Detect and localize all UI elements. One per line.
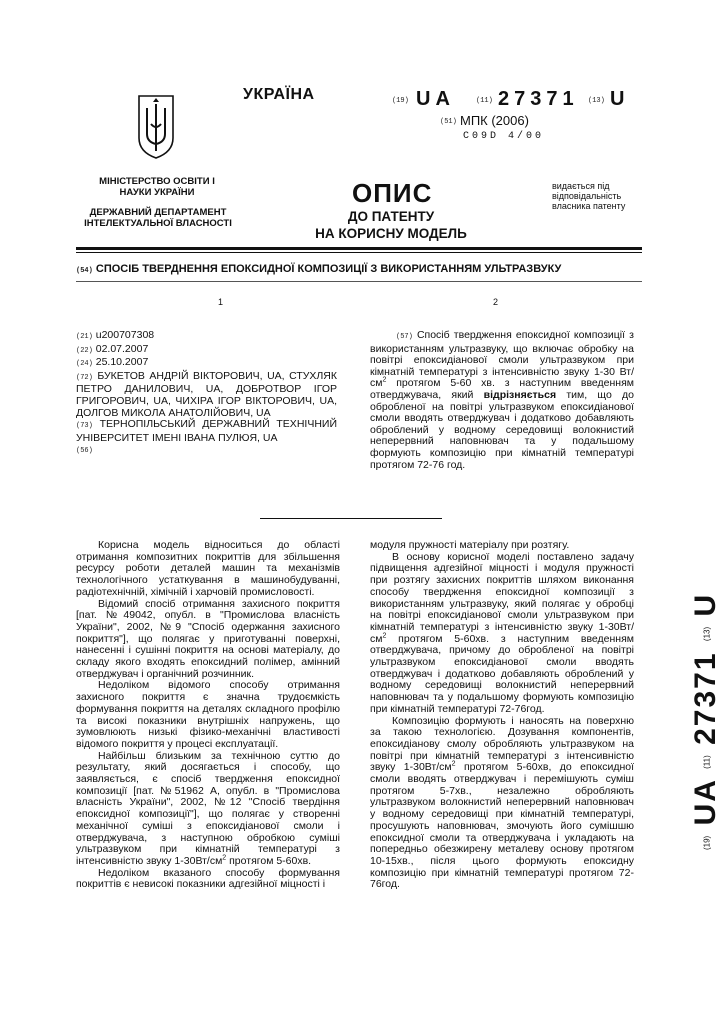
subtitle-line-1: ДО ПАТЕНТУ [347,209,435,224]
owner: ТЕРНОПІЛЬСЬКИЙ ДЕРЖАВНИЙ ТЕХНІЧНИЙ УНІВЕРСИТЕТ ІМЕНІ ІВАНА ПУЛЮЯ, UA [76,418,337,444]
invention-title [76,263,642,275]
inid-72: (72) [76,373,93,382]
owner-row [76,419,337,444]
inid-56: (56) [76,447,93,456]
side-patent-number: 27371 [689,651,722,745]
department-name: ДЕРЖАВНИЙ ДЕПАРТАМЕНТ ІНТЕЛЕКТУАЛЬНОЇ ВЛАСНОСТІ [84,207,232,229]
coat-of-arms-icon [137,94,175,160]
paragraph-text: модуля пружності матеріалу при розтягу. [370,539,570,551]
inventors-row [76,371,337,419]
paragraph-text-tail: протягом 5-60хв. з наступним введенням отверджувача, причому до обробленої на повітрі ультразвуком епоксидіанової смоли вводять отверджувач і додатково добавляють оброблений у водному середовищі волокнистий неперервний наповнювач та у подальшому формують композицію при кімнатній температурі 72-76год. [370,632,634,715]
claim-sup: 2 [382,376,387,384]
country-code: UA [416,88,455,110]
claim-part-3: тим, що до обробленої на повітрі ультразвуком епоксидіанової смоли вводять отверджувач і додатково добавляють оброблений у водному середовищі волокнистий неперервний наповнювач та у подальшому формують композицію при кімнатній температурі протягом 72-76 год. [370,388,635,471]
paragraph-text: Недоліком вказаного способу формування покриттів є невисокі показники адгезійної міцності і [76,866,340,891]
inid-22: (22) [76,346,93,355]
mpk-label: МПК (2006) [460,113,529,128]
side-inid-19: (19) [702,835,712,850]
date-24: 25.10.2007 [95,356,149,369]
paragraph [76,599,340,681]
bibliographic-data [76,330,337,458]
paragraph [76,751,340,868]
inid-54: (54) [76,267,93,275]
description-left-column [76,540,340,891]
claim-distinguishing-word: відрізняється [483,388,557,401]
document-subtitle [306,208,476,242]
filing-date: 02.07.2007 [95,342,149,355]
side-code-text [689,593,723,850]
paragraph-text-tail: протягом 5-60хв, до епоксидної смоли вводять отверджувач і перемішують суміш протягом 5-7хв., незалежно обробляють ультразвуком волокнистий неперервний наповнювач у водному середовищі при кімнатній температурі, просушують наповнювач, змочують його сумішшю епоксидної смоли та отверджувача і укладають на попередньо обезжирену металеву основу протягом 10-15хв., після цього формують епоксидну композицію при кімнатній температурі протягом 72-76год. [370,761,635,891]
inid-21: (21) [76,333,93,341]
paragraph-text: Недоліком відомого способу отримання захисного покриття є значна трудоємкість формування покриття на деталях складного профілю та високі показники внутрішніх напружень, що зумовлюють низькі фізико-механічні властивості відомого покриття у процесі експлуатації. [76,679,340,750]
ministry-name: МІНІСТЕРСТВО ОСВІТИ І НАУКИ УКРАЇНИ [99,176,215,198]
references-row [76,444,337,458]
column-separator [260,518,442,519]
subtitle-line-2: НА КОРИСНУ МОДЕЛЬ [315,226,467,241]
inid-24: (24) [76,360,93,369]
description-right-column [370,540,634,891]
column-number-left: 1 [218,297,224,307]
paragraph-text: Композицію формують і наносять на поверхню за такою технологією. Дозування компонентів, епоксидіанову смолу обробляють ультразвуком на повітрі при кімнатній температурі з інтенсивністю звуку 1-30Вт/см [370,714,634,774]
paragraph-text: Корисна модель відноситься до області отримання композитних покриттів для збільшення ресурсу роботи деталей машин та механізмів технологічного устаткування в машинобудуванні, радіотехнічній, хімічній і харчовій промисловості. [76,539,340,598]
inid-19: (19) [392,97,409,105]
title-rule [76,281,642,282]
invention-title-text: СПОСІБ ТВЕРДНЕННЯ ЕПОКСИДНОЇ КОМПОЗИЦІЇ З ВИКОРИСТАННЯМ УЛЬТРАЗВУКУ [95,263,562,275]
inid-57: (57) [396,333,413,341]
side-inid-11: (11) [702,755,712,769]
filing-date-row [76,344,337,358]
kind-code: U [610,88,630,110]
paragraph-text-tail: протягом 5-60хв. [226,854,312,867]
inid-73: (73) [76,422,93,431]
column-number-right: 2 [493,297,499,307]
claim-text [370,330,634,471]
inid-13: (13) [588,97,605,105]
side-inid-13: (13) [702,626,712,642]
date-24-row [76,357,337,371]
superscript: 2 [451,760,456,768]
paragraph [76,680,340,750]
country-name: УКРАЇНА [243,86,315,103]
paragraph-text: Відомий спосіб отримання захисного покриття [пат. №49042, опубл. в "Промислова власність України", 2002, №9 "Спосіб одержання захисного покриття"], що полягає у приготуванні поверхні, нанесенні і сушінні покриття на основі матеріалу, до складу якого входять епоксидний полімер, амінний отверджувач і органічний розчинник. [76,597,340,680]
paragraph-text: В основу корисної моделі поставлено задачу підвищення адгезійної міцності і модуля пружності при розтягу захисних покриттів шляхом виконання способу твердження епоксидної композиції з використанням ультразвуку, який полягає у обробці на повітрі епоксидіанової смоли ультразвуком при кімнатній температурі з інтенсивністю звуку 1-30Вт/см [370,550,634,645]
patent-number: 27371 [498,88,579,110]
inventors: БУКЕТОВ АНДРІЙ ВІКТОРОВИЧ, UA, СТУХЛЯК ПЕТРО ДАНИЛОВИЧ, UA, ДОБРОТВОР ІГОР ГРИГОРОВИЧ, UA, ЧИХІРА ІГОР ВІКТОРОВИЧ, UA, ДОЛГОВ МИКОЛА АНАТОЛІЙОВИЧ, UA [76,369,337,419]
inid-11: (11) [476,97,493,105]
ipc-code: C09D 4/00 [463,131,545,142]
header-rule-thick [76,247,642,250]
claim-part-2: протягом 5-60 хв. з наступним введенням отверджувача, який [370,377,634,401]
application-number-row [76,330,337,344]
side-country-code: UA [689,779,722,826]
paragraph [370,552,634,716]
issued-note: видається під відповідальність власника патенту [552,181,626,211]
paragraph [76,540,340,599]
application-number: u200707308 [95,329,155,341]
document-title: ОПИС [352,178,433,208]
side-publication-code [655,570,722,850]
inid-51: (51) [440,118,457,126]
header-rule-thin [76,252,642,253]
claim-part-1: Спосіб твердження епоксидної композиції з використанням ультразвуку, що включає обробку на повітрі епоксидіанової смоли ультразвуком при кімнатній температурі з інтенсивністю звуку 1-30 Вт/см [370,329,634,390]
superscript: 2 [382,632,387,640]
superscript: 2 [222,854,227,862]
side-kind-code: U [689,592,722,617]
paragraph [370,716,634,892]
paragraph [76,868,340,891]
paragraph-text: Найбільш близьким за технічною суттю до результату, який досягається і способу, що заявляється, є спосіб твердження епоксидної композиції [пат. №51962 А, опубл. в "Промислова власність України", 2002, №12 "Спосіб твердіння епоксидної композиції"], що полягає у створенні механічної суміші з епоксидіанової смоли і отверджувача, з наступною обробкою суміші ультразвуком при кімнатній температурі з інтенсивністю звуку 1-30Вт/см [76,749,340,867]
